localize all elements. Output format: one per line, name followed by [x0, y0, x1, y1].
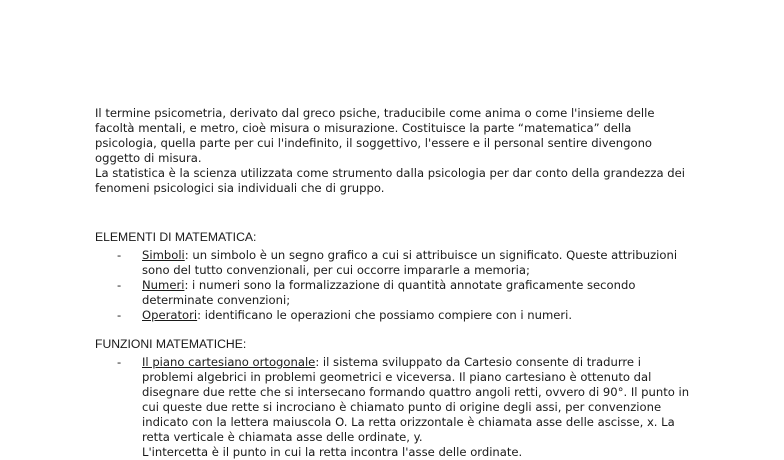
item-text: : i numeri sono la formalizzazione di quantità annotate graficamente secondo determinate convenzioni; — [142, 278, 636, 307]
bullet-list — [95, 248, 695, 323]
intro-text-1: Il termine psicometria, derivato dal greco psiche, traducibile come anima o come l'insieme delle facoltà mentali, e metro, cioè misura o misurazione. Costituisce la parte “matematica” della psicologia, quella parte per cui l'indefinito, il soggettivo, l'essere e il personal sentire divengono oggetto di misura. — [95, 106, 655, 165]
term-label: Il piano cartesiano ortogonale — [142, 355, 316, 369]
list-item — [95, 308, 695, 323]
term-label: Operatori — [142, 308, 198, 322]
item-text: : identificano le operazioni che possiamo compiere con i numeri. — [197, 308, 573, 322]
intro-paragraph — [95, 106, 695, 196]
item-text: : il sistema sviluppato da Cartesio consente di tradurre i problemi algebrici in problemi geometrici e viceversa. Il piano cartesiano è ottenuto dal disegnare due rette che si intersecano formando quattro angoli retti, ovvero di 90°. Il punto in cui queste due rette si incrociano è chiamato punto di origine degli assi, per convenzione indicato con la lettera maiuscola O. La retta orizzontale è chiamata asse delle ascisse, x. La retta verticale è chiamata asse delle ordinate, y. — [142, 355, 690, 444]
list-item — [95, 278, 695, 308]
section-heading: ELEMENTI DI MATEMATICA: — [95, 230, 257, 244]
section-heading: FUNZIONI MATEMATICHE: — [95, 337, 247, 351]
section-funzioni — [95, 337, 695, 460]
document-page — [95, 106, 695, 460]
list-item — [95, 248, 695, 278]
list-item — [95, 355, 695, 460]
intro-text-2: La statistica è la scienza utilizzata come strumento dalla psicologia per dar conto della grandezza dei fenomeni psicologici sia individuali che di gruppo. — [95, 166, 685, 195]
item-tail-text: L'intercetta è il punto in cui la retta incontra l'asse delle ordinate. — [142, 445, 523, 459]
item-text: : un simbolo è un segno grafico a cui si attribuisce un significato. Queste attribuzioni sono del tutto convenzionali, per cui occorre impararle a memoria; — [142, 248, 678, 277]
term-label: Numeri — [142, 278, 185, 292]
section-elementi — [95, 230, 695, 323]
bullet-list — [95, 355, 695, 460]
bullet-dash: - — [117, 308, 122, 322]
bullet-dash: - — [117, 278, 122, 292]
bullet-dash: - — [117, 248, 122, 262]
bullet-dash: - — [117, 355, 122, 369]
term-label: Simboli — [142, 248, 185, 262]
